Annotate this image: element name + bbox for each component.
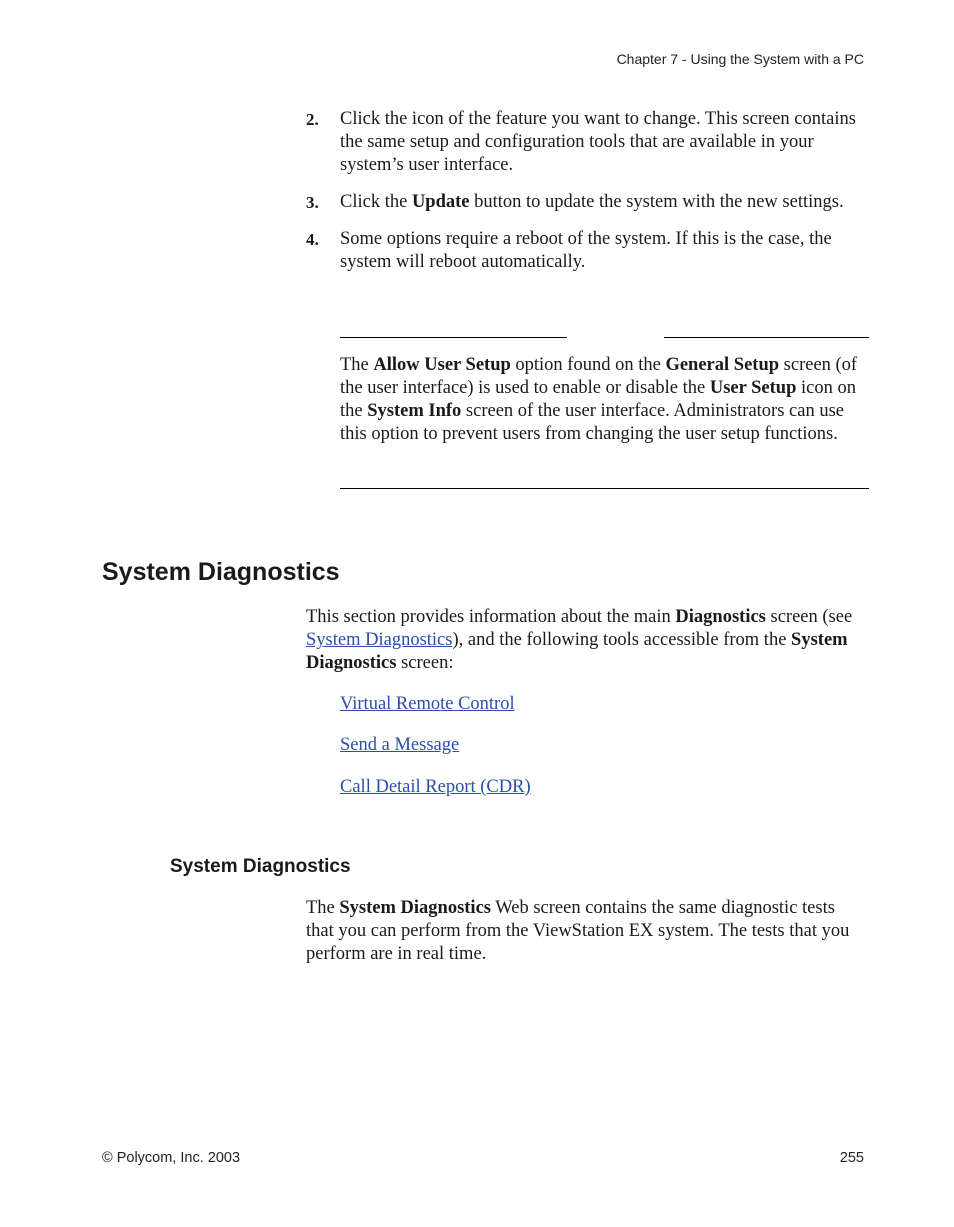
step-item bbox=[306, 191, 866, 214]
step-text: Click the Update button to update the system with the new settings. bbox=[340, 192, 844, 212]
virtual-remote-control-link[interactable]: Virtual Remote Control bbox=[340, 694, 515, 714]
step-item bbox=[306, 228, 866, 274]
step-list bbox=[306, 108, 866, 274]
note-text: The Allow User Setup option found on the General Setup screen (of the user interface) is used to enable or disable the User Setup icon on the System Info screen of the user interface. Administrators can use this option to prevent users from changing the user setup functions. bbox=[340, 355, 858, 444]
section-intro: This section provides information about the main Diagnostics screen (see System Diagnostics), and the following tools accessible from the System Diagnostics screen: bbox=[306, 607, 853, 673]
note-rule-bottom bbox=[340, 488, 869, 489]
step-item bbox=[306, 108, 866, 177]
send-a-message-link[interactable]: Send a Message bbox=[340, 735, 460, 755]
step-number: 2. bbox=[306, 110, 319, 129]
subsection-title: System Diagnostics bbox=[170, 856, 351, 877]
footer-copyright: © Polycom, Inc. 2003 bbox=[102, 1150, 241, 1166]
section-title: System Diagnostics bbox=[102, 558, 340, 586]
note-rule-top-left bbox=[340, 337, 567, 338]
update-label: Update bbox=[411, 192, 470, 212]
page-number: 255 bbox=[839, 1150, 864, 1166]
step-text: Some options require a reboot of the system. If this is the case, the system will reboot automatically. bbox=[340, 229, 832, 272]
step-number: 4. bbox=[306, 230, 319, 249]
system-diagnostics-link[interactable]: System Diagnostics bbox=[306, 630, 453, 650]
step-text: Click the icon of the feature you want to change. This screen contains the same setup and configuration tools that are available in your system’s user interface. bbox=[340, 109, 856, 175]
note-rule-top-right bbox=[664, 337, 869, 338]
running-header: Chapter 7 - Using the System with a PC bbox=[616, 51, 864, 67]
call-detail-report-link[interactable]: Call Detail Report (CDR) bbox=[340, 777, 531, 797]
step-number: 3. bbox=[306, 193, 319, 212]
subsection-text: The System Diagnostics Web screen contains the same diagnostic tests that you can perform from the ViewStation EX system. The tests that you perform are in real time. bbox=[306, 898, 850, 964]
